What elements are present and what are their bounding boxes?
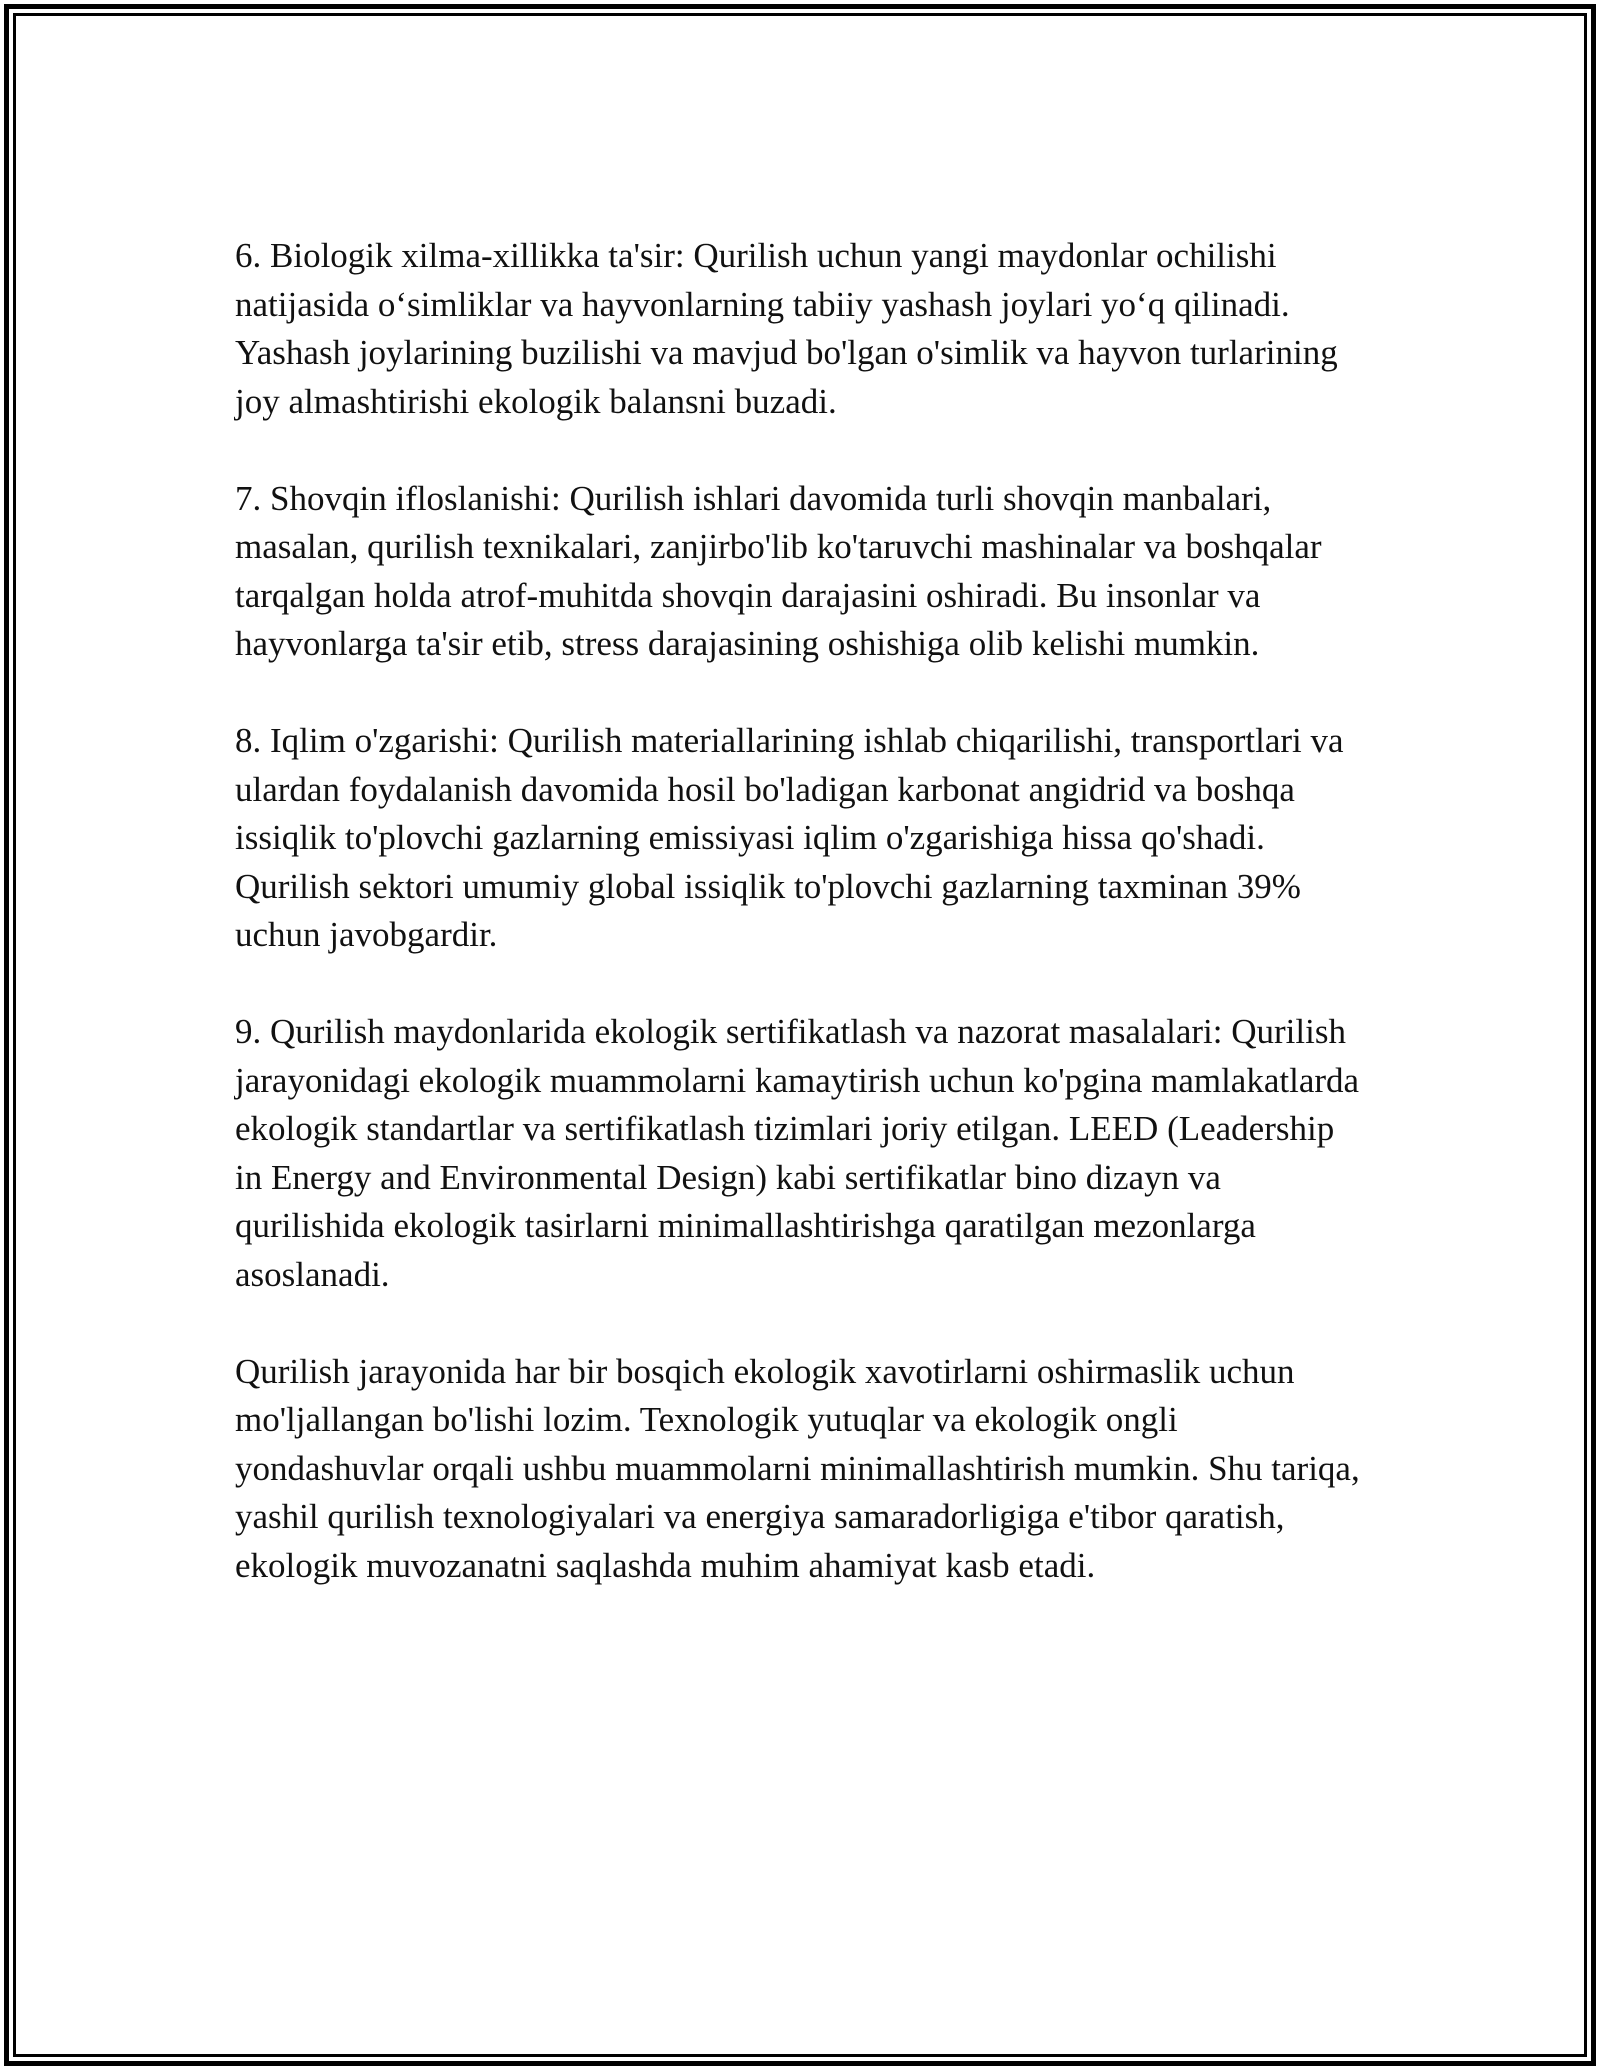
document-body [235,232,1360,1639]
paragraph-conclusion: Qurilish jarayonida har bir bosqich ekologik xavotirlarni oshirmaslik uchun mo'ljallangan bo'lishi lozim. Texnologik yutuqlar va ekologik ongli yondashuvlar orqali ushbu muammolarni minimallashtirish mumkin. Shu tariqa, yashil qurilish texnologiyalari va energiya samaradorligiga e'tibor qaratish, ekologik muvozanatni saqlashda muhim ahamiyat kasb etadi. [235,1351,1360,1585]
paragraph-certification: 9. Qurilish maydonlarida ekologik sertifikatlash va nazorat masalalari: Qurilish jarayonidagi ekologik muammolarni kamaytirish uchun ko'pgina mamlakatlarda ekologik standartlar va sertifikatlash tizimlari joriy etilgan. LEED (Leadership in Energy and Environmental Design) kabi sertifikatlar bino dizayn va qurilishida ekologik tasirlarni minimallashtirishga qaratilgan mezonlarga asoslanadi. [235,1012,1360,1294]
paragraph-climate-change: 8. Iqlim o'zgarishi: Qurilish materiallarining ishlab chiqarilishi, transportlari va ulardan foydalanish davomida hosil bo'ladigan karbonat angidrid va boshqa issiqlik to'plovchi gazlarning emissiyasi iqlim o'zgarishiga hissa qo'shadi. Qurilish sektori umumiy global issiqlik to'plovchi gazlarning taxminan 39% uchun javobgardir. [235,721,1344,954]
paragraph-noise-pollution: 7. Shovqin ifloslanishi: Qurilish ishlari davomida turli shovqin manbalari, masalan, qurilish texnikalari, zanjirbo'lib ko'taruvchi mashinalar va boshqalar tarqalgan holda atrof-muhitda shovqin darajasini oshiradi. Bu insonlar va hayvonlarga ta'sir etib, stress darajasining oshishiga olib kelishi mumkin. [235,478,1322,663]
paragraph-biodiversity: 6. Biologik xilma-xillikka ta'sir: Qurilish uchun yangi maydonlar ochilishi natijasida o‘simliklar va hayvonlarning tabiiy yashash joylari yo‘q qilinadi. Yashash joylarining buzilishi va mavjud bo'lgan o'simlik va hayvon turlarining joy almashtirishi ekologik balansni buzadi. [235,236,1338,421]
